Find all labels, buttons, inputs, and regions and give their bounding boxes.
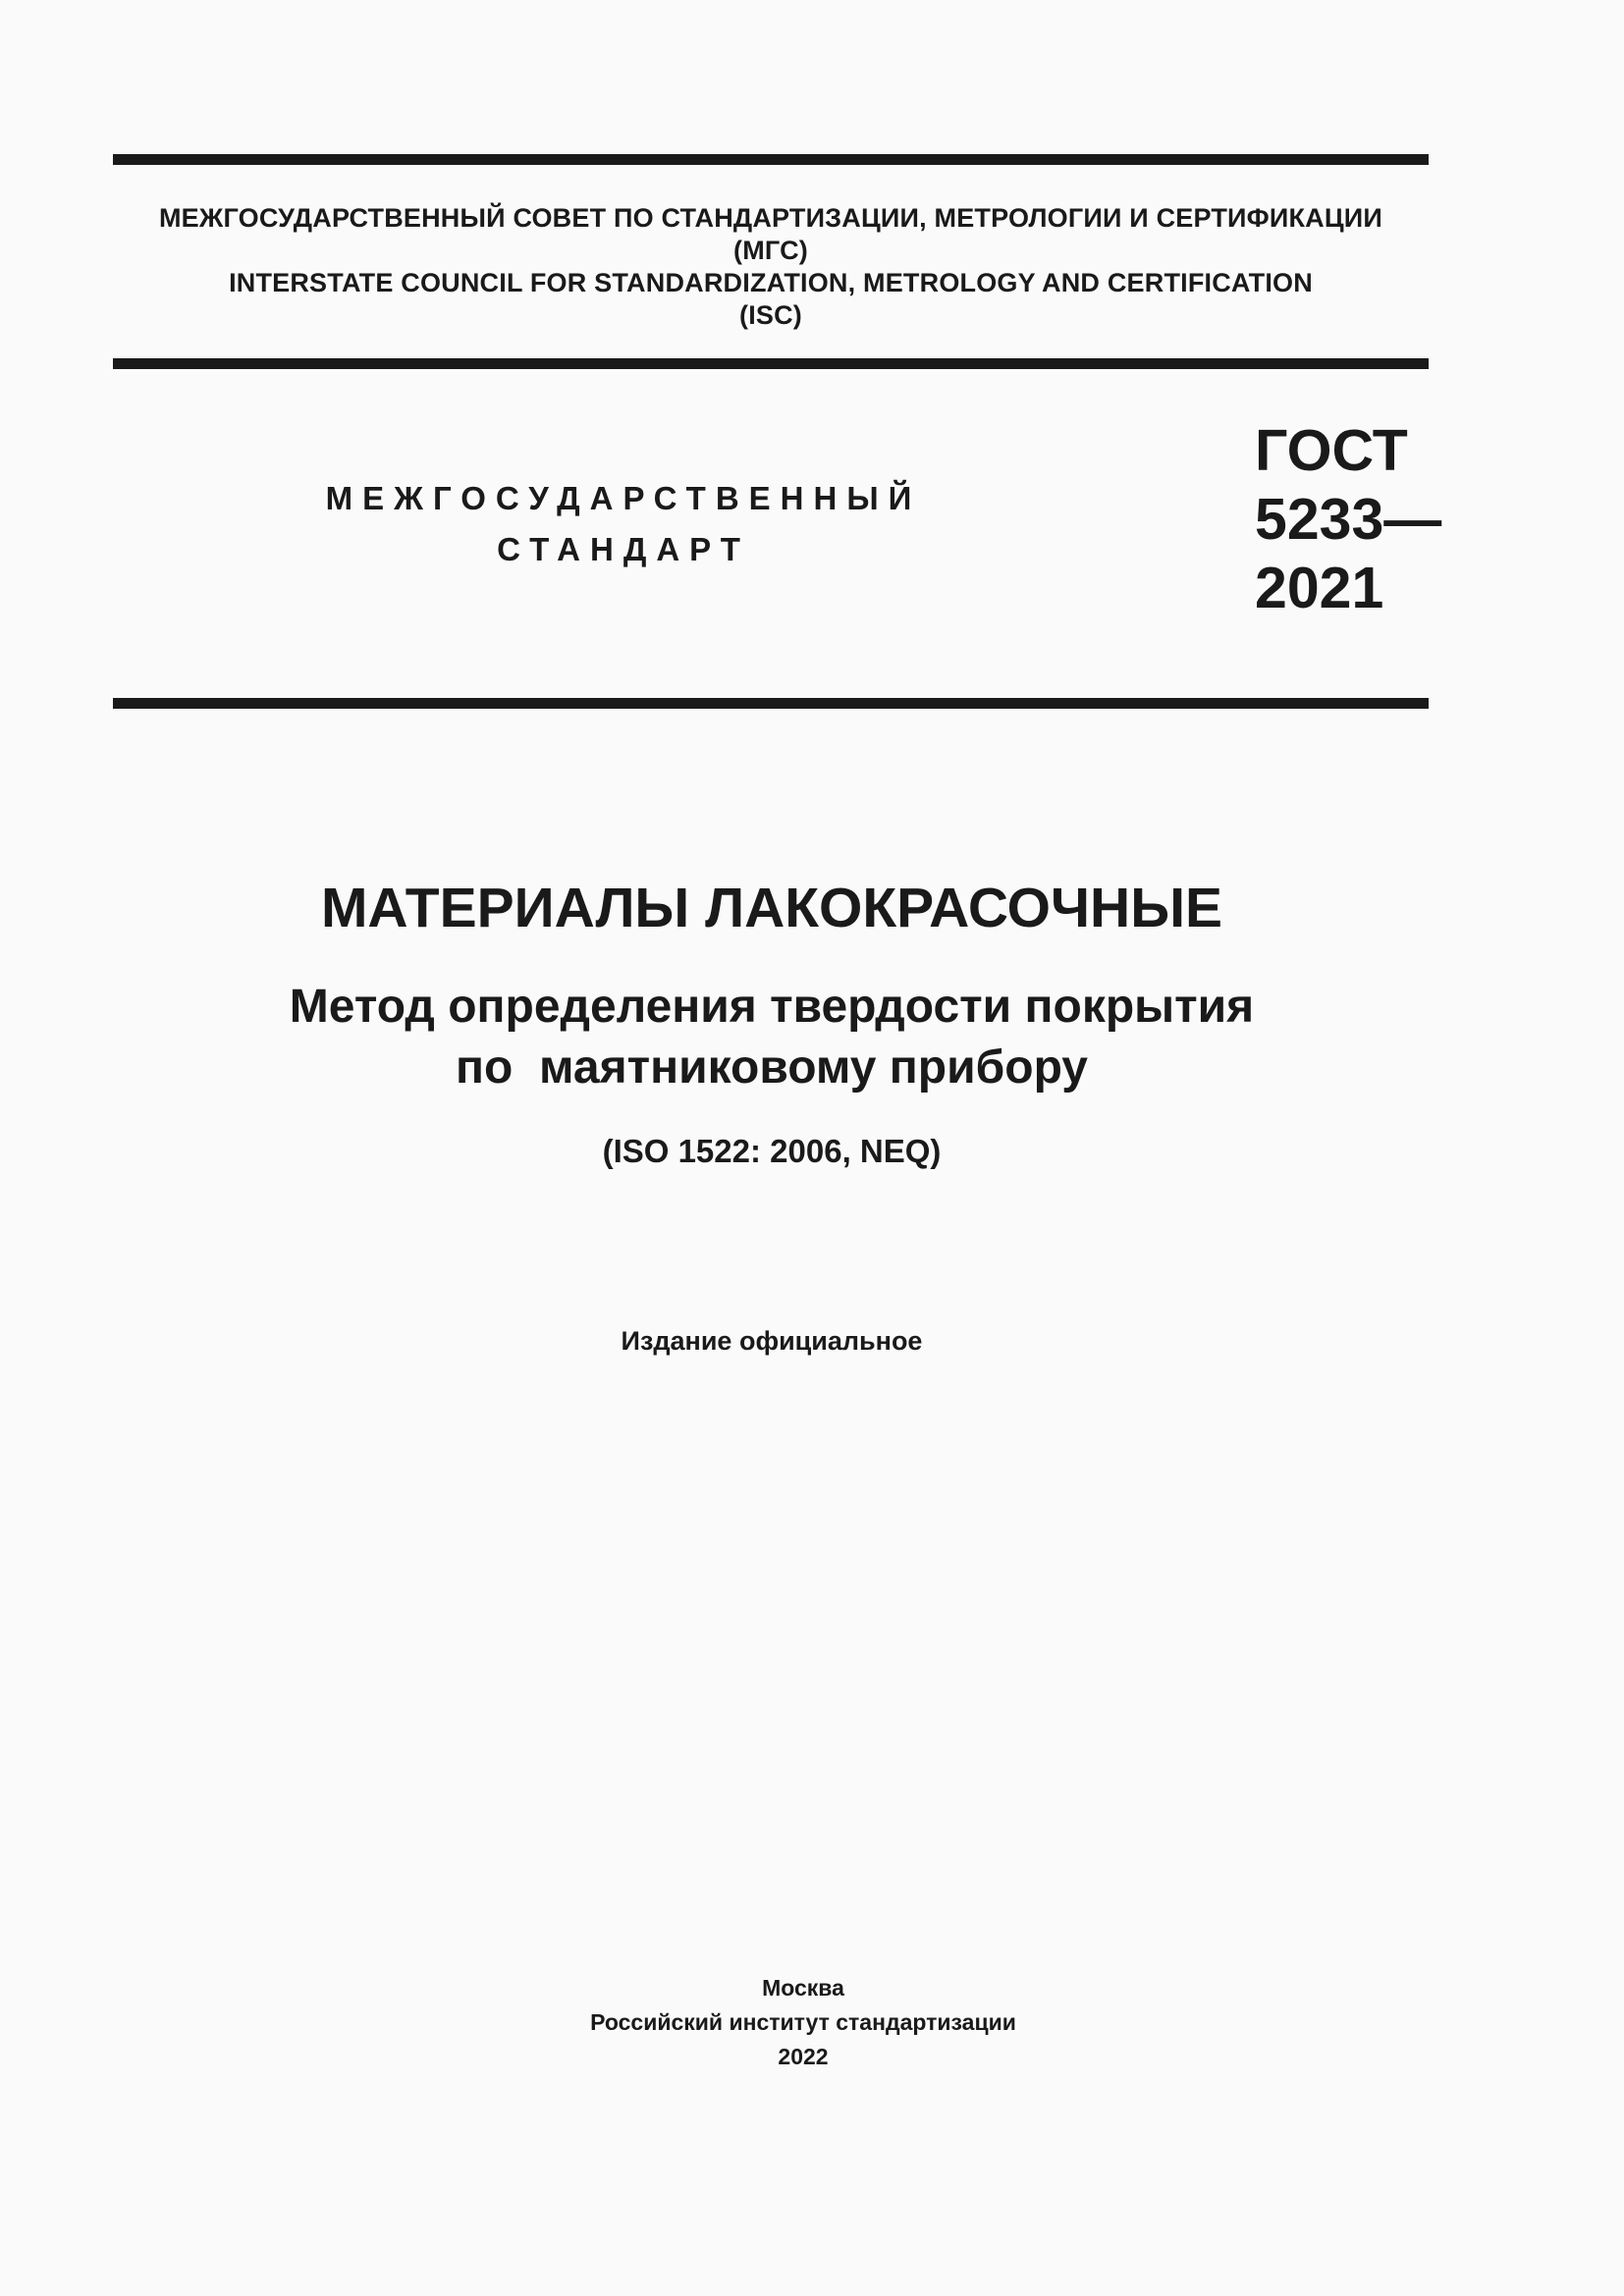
standard-code-line2: 5233— xyxy=(1255,487,1442,552)
header-bottom-rule xyxy=(113,358,1429,369)
council-name-en: INTERSTATE COUNCIL FOR STANDARDIZATION, METROLOGY AND CERTIFICATION xyxy=(229,268,1313,297)
top-rule xyxy=(113,154,1429,165)
imprint xyxy=(0,1971,1606,2074)
iso-reference: (ISO 1522: 2006, NEQ) xyxy=(602,1133,942,1169)
council-name-ru: МЕЖГОСУДАРСТВЕННЫЙ СОВЕТ ПО СТАНДАРТИЗАЦИИ, МЕТРОЛОГИИ И СЕРТИФИКАЦИИ xyxy=(158,203,1383,233)
standard-label-line2: СТАНДАРТ xyxy=(497,531,750,567)
standard-code xyxy=(1255,416,1441,622)
title-block-rule xyxy=(113,698,1429,709)
document-subtitle-line2: по маятниковому прибору xyxy=(456,1041,1088,1094)
standard-label-line1: МЕЖГОСУДАРСТВЕННЫЙ xyxy=(325,480,922,516)
document-subtitle-line1: Метод определения твердости покрытия xyxy=(289,981,1255,1033)
imprint-city: Москва xyxy=(762,1975,844,2001)
council-abbr-en: (ISC) xyxy=(739,300,802,330)
council-abbr-ru: (МГС) xyxy=(733,236,808,265)
standard-label xyxy=(295,473,952,575)
edition-note: Издание официальное xyxy=(621,1326,923,1356)
imprint-year: 2022 xyxy=(778,2044,829,2069)
standard-code-line1: ГОСТ xyxy=(1255,418,1408,483)
document-subtitle xyxy=(0,977,1543,1098)
standard-code-line3: 2021 xyxy=(1255,556,1384,620)
document-title: МАТЕРИАЛЫ ЛАКОКРАСОЧНЫЕ xyxy=(320,877,1223,939)
council-header xyxy=(113,202,1429,332)
imprint-publisher: Российский институт стандартизации xyxy=(590,2009,1016,2035)
